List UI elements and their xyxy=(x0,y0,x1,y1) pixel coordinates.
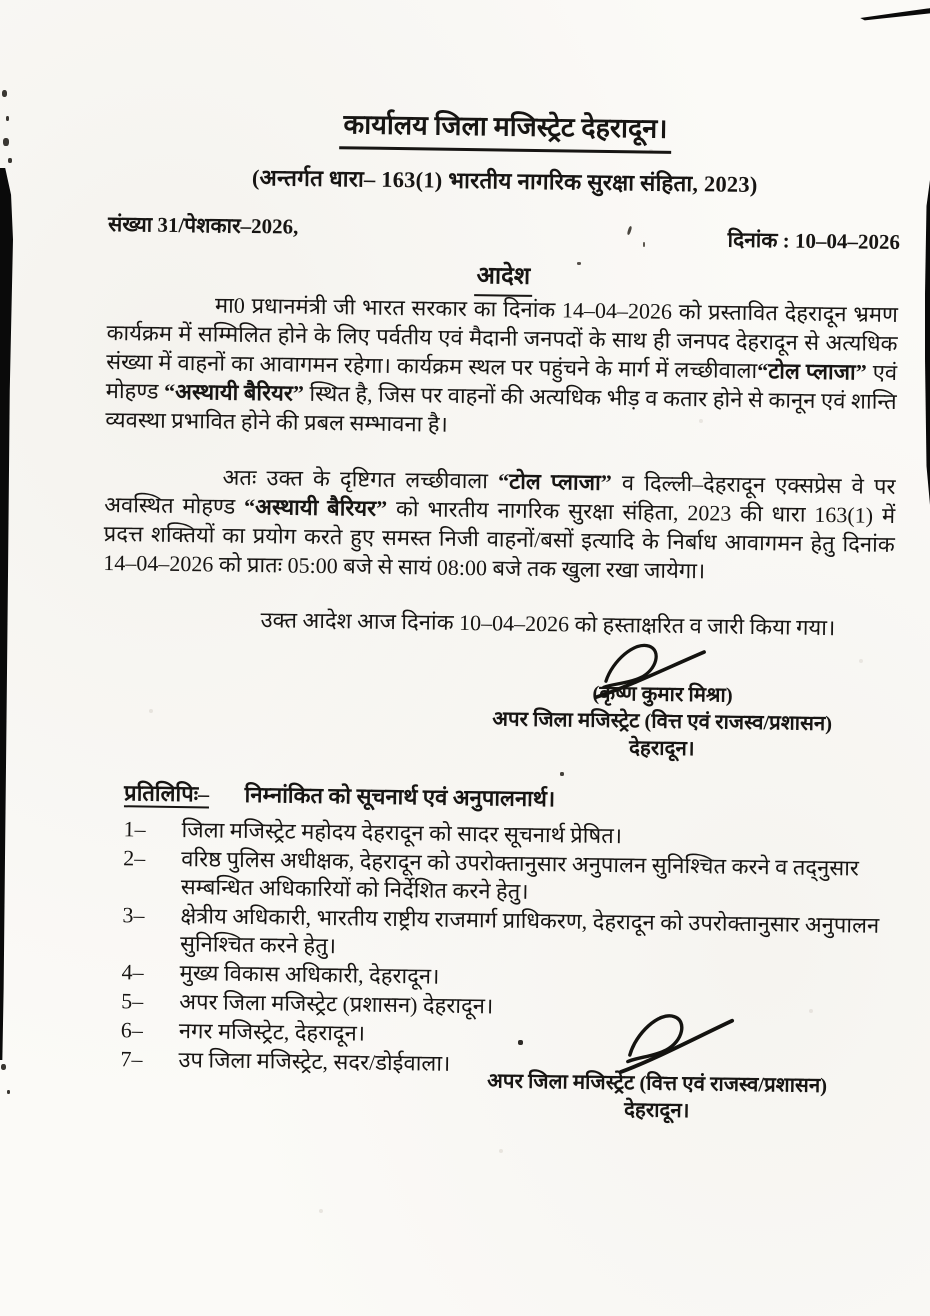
copy-item-number: 5– xyxy=(121,988,144,1014)
copies-list xyxy=(120,815,886,1085)
para2-segment: व दिल्ली–देहरादून एक्सप्रेस वे पर अवस्थित मोहण्ड xyxy=(104,470,896,519)
paragraph-2 xyxy=(103,461,896,588)
office-title-text: कार्यालय जिला मजिस्ट्रेट देहरादून। xyxy=(339,104,672,154)
para1-segment: मा0 प्रधानमंत्री जी भारत सरकार का दिनांक 14–04–2026 को प्रस्तावित देहरादून भ्रमण कार्यक्रम में सम्मिलित होने के लिए पर्वतीय एवं मैदानी जनपदों के साथ ही जनपद देहरादून से अत्यधिक संख्या में वाहनों का आवागमन रहेगा। कार्यक्रम स्थल पर पहुंचने के मार्ग में लच्छीवाला xyxy=(106,292,899,384)
para2-segment: को भारतीय नागरिक सुरक्षा संहिता, 2023 की धारा 163(1) में प्रदत्त शक्तियों का प्रयोग करते हुए समस्त निजी वाहनों/बसों इत्यादि के निर्बाध आवागमन हेतु दिनांक 14–04–2026 को प्रातः 05:00 बजे से सायं 08:00 बजे तक खुला रखा जायेगा। xyxy=(103,495,896,584)
copy-item xyxy=(122,901,885,968)
para2-segment: अतः उक्त के दृष्टिगत लच्छीवाला xyxy=(222,464,499,494)
copies-intro: निम्नांकित को सूचनार्थ एवं अनुपालनार्थ। xyxy=(244,781,556,812)
signature-mark xyxy=(618,998,738,1080)
footer-place: देहरादून। xyxy=(623,1099,690,1123)
footer-signature-block xyxy=(427,1068,888,1128)
copy-item xyxy=(123,844,886,911)
paragraph-1 xyxy=(105,289,898,445)
copy-item-text: मुख्य विकास अधिकारी, देहरादून। xyxy=(179,960,440,989)
para2-bold-toll-plaza: “टोल प्लाजा” xyxy=(497,468,612,496)
paper-noise xyxy=(0,0,2,2)
copy-item-text: उप जिला मजिस्ट्रेट, सदर/डोईवाला। xyxy=(178,1047,451,1076)
copy-item-text: क्षेत्रीय अधिकारी, भारतीय राष्ट्रीय राजमार्ग प्राधिकरण, देहरादून को उपरोक्तानुसार अनुपालन सुनिश्चित करने हेतु। xyxy=(179,903,880,959)
copy-item-text: जिला मजिस्ट्रेट महोदय देहरादून को सादर सूचनार्थ प्रेषित। xyxy=(181,817,623,849)
copies-label: प्रतिलिपिः– xyxy=(123,780,210,807)
copy-item-text: अपर जिला मजिस्ट्रेट (प्रशासन) देहरादून। xyxy=(179,989,494,1019)
issuer-name: (कृष्ण कुमार मिश्रा) xyxy=(592,682,733,707)
copy-item-number: 2– xyxy=(123,845,146,871)
statute-line: (अन्तर्गत धारा– 163(1) भारतीय नागरिक सुरक्षा संहिता, 2023) xyxy=(251,164,758,198)
copy-item-number: 6– xyxy=(120,1017,144,1043)
reference-number: संख्या 31/पेशकार–2026, xyxy=(107,211,299,239)
copy-item-text: नगर मजिस्ट्रेट, देहरादून। xyxy=(178,1018,366,1046)
para1-segment: स्थित है, जिस पर वाहनों की अत्यधिक भीड़ व कतार होने से कानून एवं शान्ति व्यवस्था प्रभावित होने की प्रबल सम्भावना है। xyxy=(105,380,897,437)
copy-item-number: 1– xyxy=(123,816,146,842)
order-date: दिनांक : 10–04–2026 xyxy=(727,227,901,255)
para1-bold-toll-plaza: “टोल प्लाजा” xyxy=(757,358,867,385)
reference-row xyxy=(107,210,901,255)
footer-designation: अपर जिला मजिस्ट्रेट (वित्त एवं राजस्व/प्रशासन) xyxy=(487,1070,828,1098)
copy-item-number: 4– xyxy=(121,959,144,985)
issuer-designation: अपर जिला मजिस्ट्रेट (वित्त एवं राजस्व/प्रशासन) xyxy=(492,708,833,736)
issuer-signature-block xyxy=(432,679,893,766)
copy-item-text: वरिष्ठ पुलिस अधीक्षक, देहरादून को उपरोक्तानुसार अनुपालन सुनिश्चित करने व तद्नुसार सम्बन्धित अधिकारियों को निर्देशित करने हेतु। xyxy=(180,846,860,904)
copy-item-number: 7– xyxy=(120,1046,143,1072)
order-heading-text: आदेश xyxy=(474,258,532,297)
copy-item-number: 3– xyxy=(122,902,145,928)
para1-segment: एवं मोहण्ड xyxy=(105,359,898,404)
office-title xyxy=(109,101,902,157)
para1-bold-temporary-barrier: “अस्थायी बैरियर” xyxy=(163,378,305,406)
para2-bold-temporary-barrier: “अस्थायी बैरियर” xyxy=(243,493,388,521)
copies-header xyxy=(124,777,556,813)
issuer-place: देहरादून। xyxy=(628,737,695,761)
paragraph-3: उक्त आदेश आज दिनांक 10–04–2026 को हस्ताक्षरित व जारी किया गया। xyxy=(260,607,836,641)
